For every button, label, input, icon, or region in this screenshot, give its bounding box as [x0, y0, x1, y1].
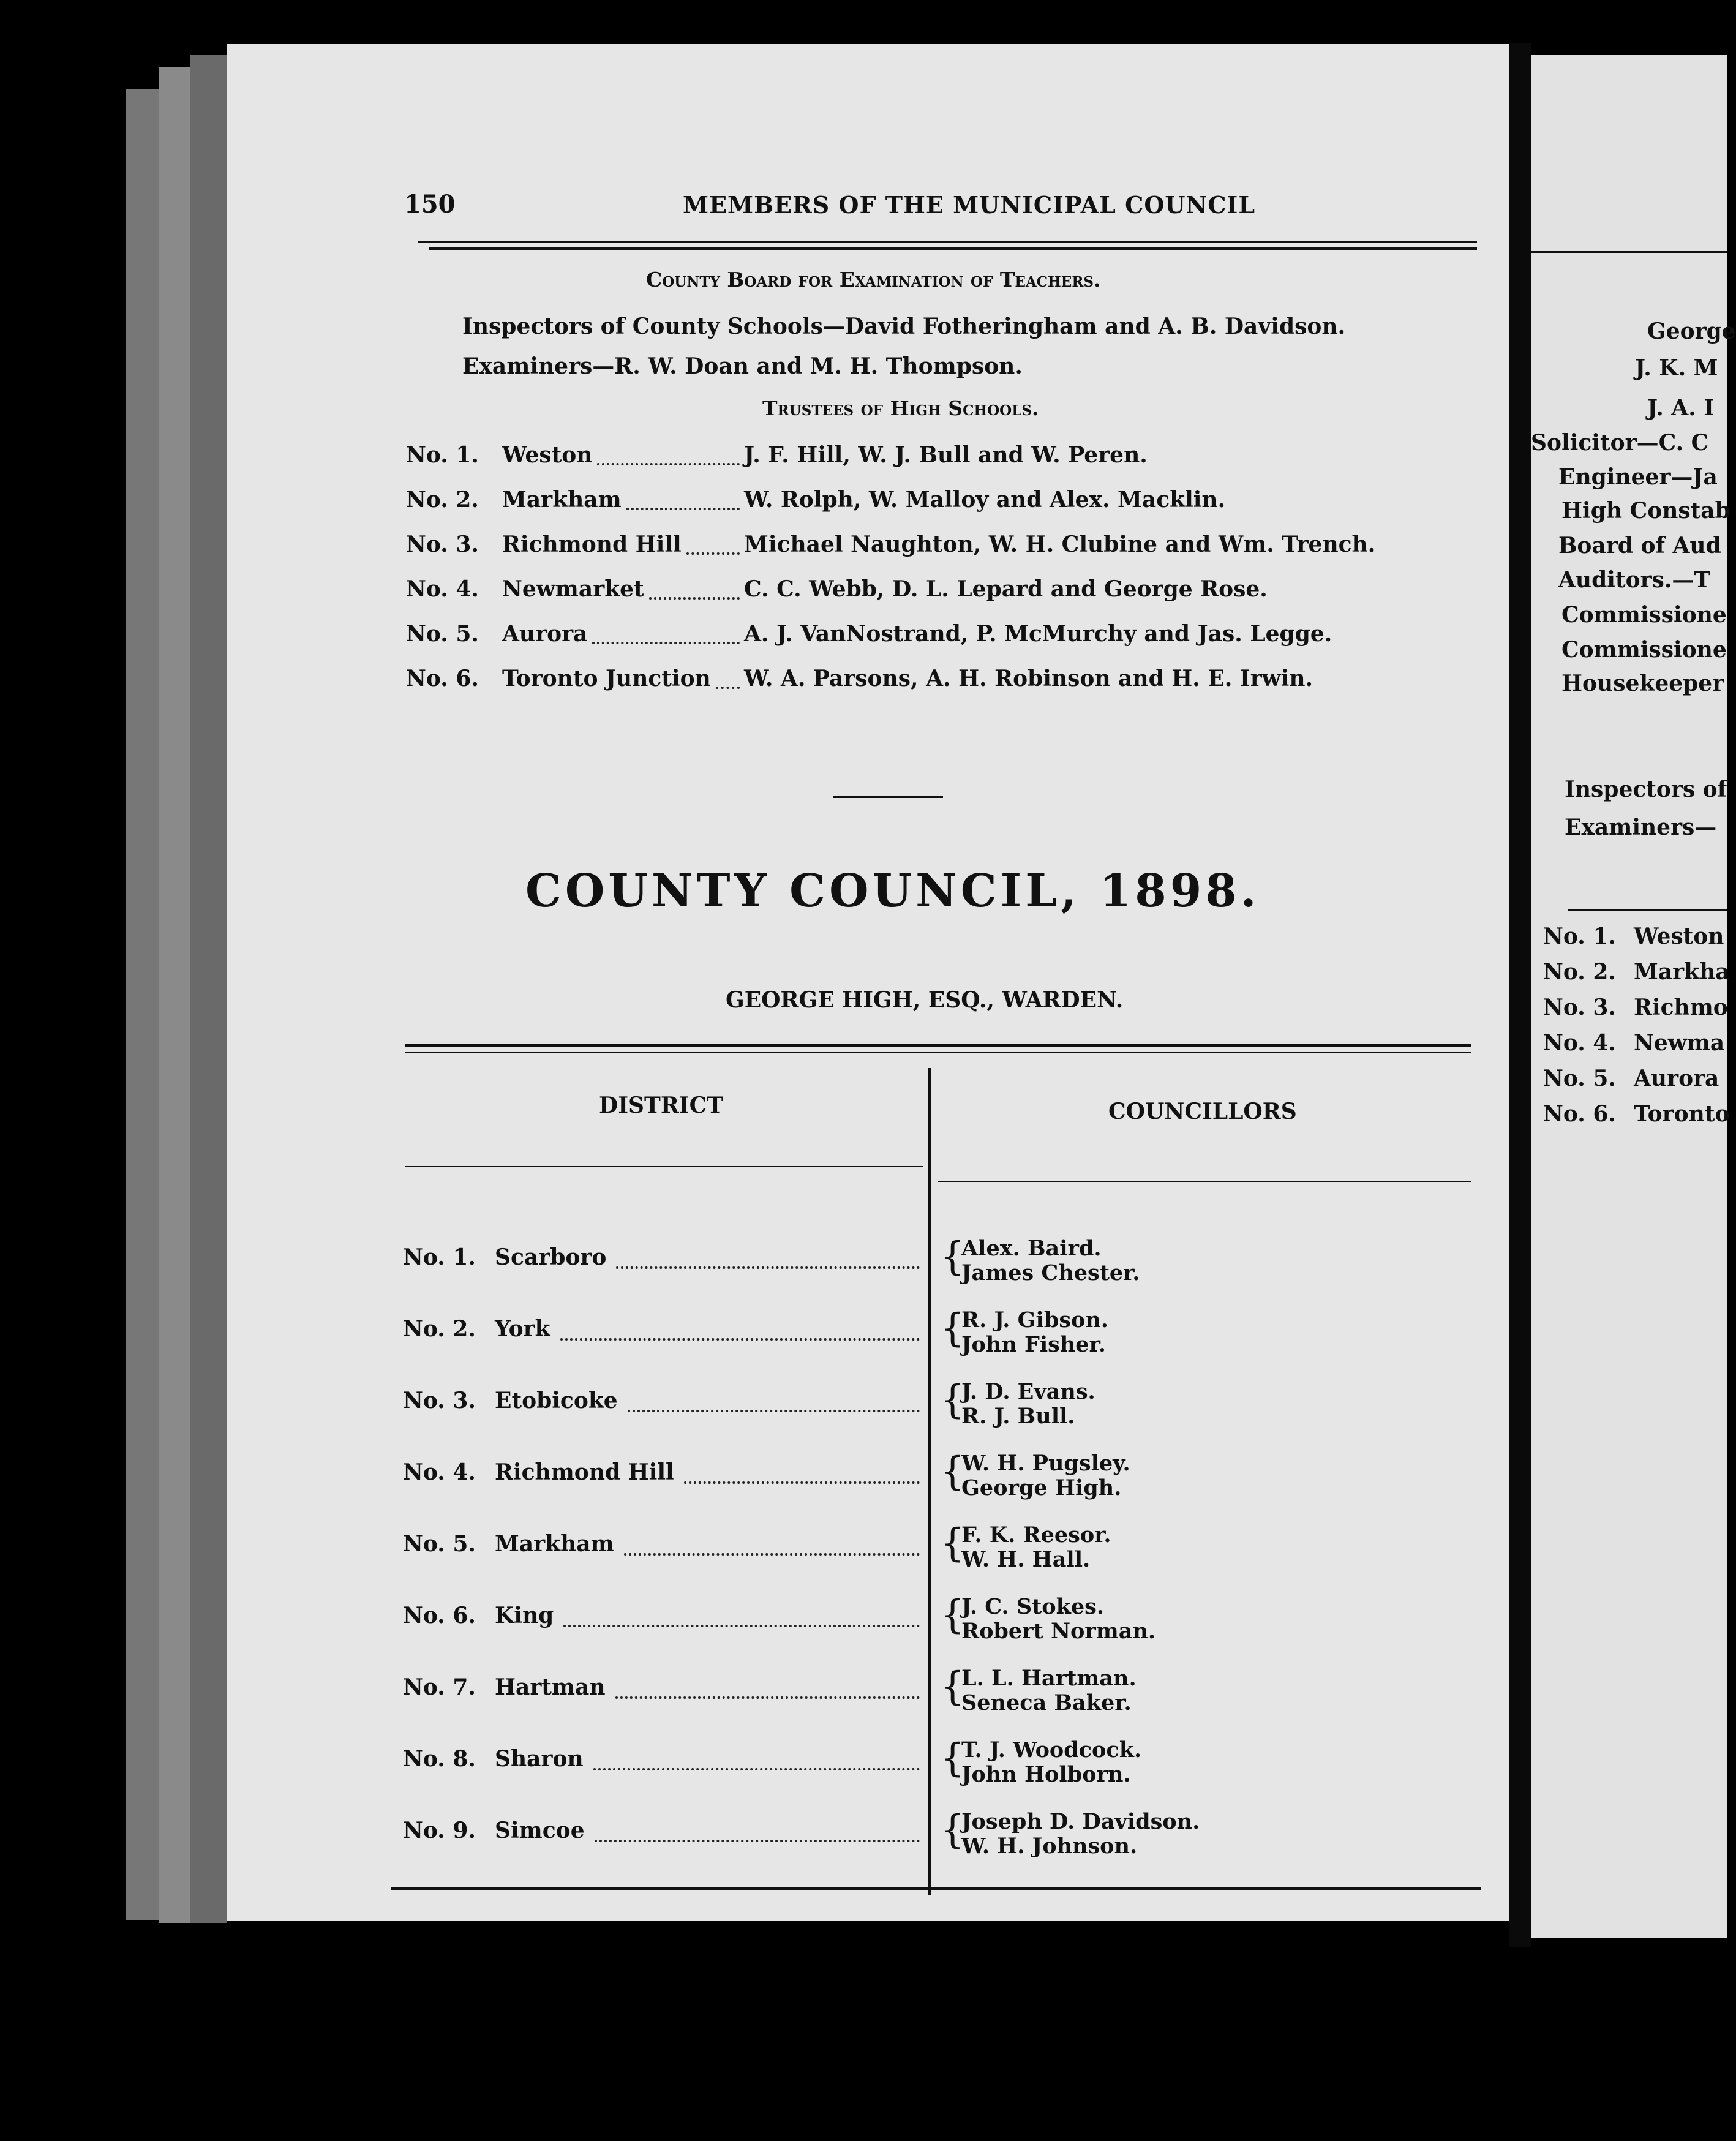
dot-leader — [595, 1840, 920, 1842]
page-number: 150 — [404, 190, 456, 219]
table-column-divider — [928, 1068, 931, 1895]
right-page-line: George — [1647, 318, 1736, 344]
trustee-number: No. 4. — [406, 576, 479, 602]
book-edge — [159, 67, 193, 1923]
examiners-line: Examiners—R. W. Doan and M. H. Thompson. — [462, 353, 1023, 379]
column-header-district: DISTRICT — [599, 1093, 724, 1118]
councillor-name: W. H. Pugsley. — [961, 1451, 1130, 1476]
right-trustee-number: No. 3. — [1543, 995, 1616, 1020]
brace-glyph: { — [940, 1592, 965, 1638]
brace-glyph: { — [940, 1306, 965, 1351]
right-trustee-number: No. 1. — [1543, 924, 1616, 949]
district-name: York — [495, 1316, 550, 1342]
trustee-number: No. 5. — [406, 621, 479, 647]
dot-leader — [716, 687, 740, 689]
councillor-name: John Fisher. — [961, 1332, 1106, 1357]
right-trustee-number: No. 5. — [1543, 1066, 1616, 1091]
running-head: MEMBERS OF THE MUNICIPAL COUNCIL — [683, 191, 1256, 219]
right-trustee-place: Toronto — [1634, 1101, 1730, 1127]
council-title: COUNTY COUNCIL, 1898. — [525, 865, 1260, 917]
header-underline — [405, 1166, 923, 1167]
district-number: No. 4. — [403, 1459, 476, 1485]
district-number: No. 8. — [403, 1746, 476, 1772]
table-bottom-rule — [391, 1887, 1481, 1890]
district-name: Richmond Hill — [495, 1459, 674, 1485]
trustee-place: Weston — [502, 442, 593, 468]
brace-glyph: { — [940, 1449, 965, 1494]
section-divider — [833, 796, 943, 798]
trustees-heading: Trustees of High Schools. — [762, 396, 1039, 420]
councillor-name: Joseph D. Davidson. — [961, 1809, 1200, 1834]
councillor-name: R. J. Bull. — [961, 1404, 1075, 1429]
trustee-number: No. 3. — [406, 532, 479, 557]
councillor-name: F. K. Reesor. — [961, 1522, 1111, 1548]
trustee-number: No. 1. — [406, 442, 479, 468]
councillor-name: J. D. Evans. — [961, 1379, 1095, 1404]
district-name: Markham — [495, 1531, 614, 1557]
district-name: Etobicoke — [495, 1388, 618, 1413]
board-heading: County Board for Examination of Teachers. — [646, 268, 1101, 292]
right-trustee-place: Richmo — [1634, 995, 1728, 1020]
right-trustee-place: Weston — [1634, 924, 1724, 949]
councillor-name: T. J. Woodcock. — [961, 1737, 1142, 1763]
trustee-names: W. A. Parsons, A. H. Robinson and H. E. Irwin. — [744, 666, 1313, 691]
district-number: No. 7. — [403, 1674, 476, 1700]
right-page-line: J. A. I — [1647, 395, 1715, 421]
dot-leader — [686, 552, 740, 555]
right-page-line: Housekeeper — [1561, 671, 1724, 696]
right-trustee-place: Markha — [1634, 959, 1730, 985]
right-page-line: Auditors.—T — [1558, 567, 1711, 593]
district-number: No. 1. — [403, 1244, 476, 1270]
dot-leader — [563, 1625, 920, 1627]
district-name: Scarboro — [495, 1244, 607, 1270]
district-name: King — [495, 1603, 554, 1628]
right-trustee-number: No. 2. — [1543, 959, 1616, 985]
trustee-place: Aurora — [502, 621, 588, 647]
right-page-line: Inspectors of — [1565, 777, 1727, 802]
right-trustee-number: No. 4. — [1543, 1030, 1616, 1056]
district-number: No. 9. — [403, 1818, 476, 1843]
dot-leader — [628, 1410, 920, 1412]
right-page-line: Solicitor—C. C — [1531, 430, 1709, 456]
right-page-line: Examiners— — [1565, 815, 1717, 840]
councillor-name: James Chester. — [961, 1260, 1140, 1285]
councillor-name: George High. — [961, 1475, 1122, 1500]
right-trustee-number: No. 6. — [1543, 1101, 1616, 1127]
trustee-number: No. 2. — [406, 487, 479, 513]
dot-leader — [560, 1338, 920, 1341]
district-name: Sharon — [495, 1746, 584, 1772]
district-number: No. 5. — [403, 1531, 476, 1557]
councillor-name: R. J. Gibson. — [961, 1308, 1109, 1333]
dot-leader — [626, 508, 740, 510]
dot-leader — [649, 597, 740, 600]
inspectors-line: Inspectors of County Schools—David Fotheringham and A. B. Davidson. — [462, 314, 1346, 339]
header-underline — [938, 1181, 1471, 1182]
brace-glyph: { — [940, 1234, 965, 1279]
left-page — [227, 44, 1509, 1921]
councillor-name: Alex. Baird. — [961, 1236, 1102, 1261]
brace-glyph: { — [940, 1664, 965, 1709]
brace-glyph: { — [940, 1377, 965, 1423]
district-name: Hartman — [495, 1674, 606, 1700]
trustee-number: No. 6. — [406, 666, 479, 691]
header-rule — [1531, 251, 1727, 253]
dot-leader — [593, 1768, 920, 1770]
councillor-name: John Holborn. — [961, 1762, 1131, 1787]
trustee-place: Toronto Junction — [502, 666, 711, 691]
right-page-edge — [1531, 55, 1736, 1938]
right-page-line: Board of Aud — [1558, 533, 1721, 559]
table-top-rule — [405, 1044, 1471, 1047]
councillor-name: Seneca Baker. — [961, 1690, 1132, 1715]
trustee-names: Michael Naughton, W. H. Clubine and Wm. Trench. — [744, 532, 1376, 557]
table-top-rule — [405, 1052, 1471, 1053]
right-trustee-place: Newma — [1634, 1030, 1725, 1056]
trustee-names: C. C. Webb, D. L. Lepard and George Rose. — [744, 576, 1268, 602]
councillor-name: W. H. Johnson. — [961, 1834, 1138, 1859]
dot-leader — [597, 463, 740, 465]
district-number: No. 6. — [403, 1603, 476, 1628]
right-page-line: Commissione — [1561, 637, 1727, 663]
district-name: Simcoe — [495, 1818, 585, 1843]
councillor-name: Robert Norman. — [961, 1619, 1156, 1644]
header-rule — [418, 241, 1477, 243]
trustee-names: J. F. Hill, W. J. Bull and W. Peren. — [744, 442, 1148, 468]
dot-leader — [616, 1266, 920, 1269]
right-trustee-place: Aurora — [1634, 1066, 1719, 1091]
dot-leader — [592, 642, 740, 644]
councillor-name: L. L. Hartman. — [961, 1666, 1137, 1691]
book-edge — [126, 89, 162, 1920]
warden-line: GEORGE HIGH, ESQ., WARDEN. — [726, 987, 1124, 1013]
right-page-line: J. K. M — [1635, 355, 1718, 381]
section-rule — [1568, 909, 1727, 911]
book-edge — [190, 55, 227, 1923]
trustee-place: Newmarket — [502, 576, 644, 602]
dot-leader — [684, 1481, 920, 1484]
right-page-line: High Constab — [1561, 498, 1730, 524]
right-page-line: Commissione — [1561, 602, 1727, 628]
brace-glyph: { — [940, 1736, 965, 1781]
district-number: No. 3. — [403, 1388, 476, 1413]
column-header-councillors: COUNCILLORS — [1108, 1099, 1297, 1124]
book-gutter — [1509, 43, 1531, 1947]
trustee-names: W. Rolph, W. Malloy and Alex. Macklin. — [744, 487, 1226, 513]
right-page-line: Engineer—Ja — [1558, 464, 1718, 490]
brace-glyph: { — [940, 1521, 965, 1566]
district-number: No. 2. — [403, 1316, 476, 1342]
brace-glyph: { — [940, 1807, 965, 1853]
councillor-name: W. H. Hall. — [961, 1547, 1091, 1572]
trustee-place: Markham — [502, 487, 622, 513]
councillor-name: J. C. Stokes. — [961, 1594, 1105, 1619]
dot-leader — [624, 1553, 920, 1556]
header-rule — [429, 247, 1477, 250]
dot-leader — [615, 1696, 920, 1699]
trustee-names: A. J. VanNostrand, P. McMurchy and Jas. Legge. — [744, 621, 1332, 647]
trustee-place: Richmond Hill — [502, 532, 682, 557]
